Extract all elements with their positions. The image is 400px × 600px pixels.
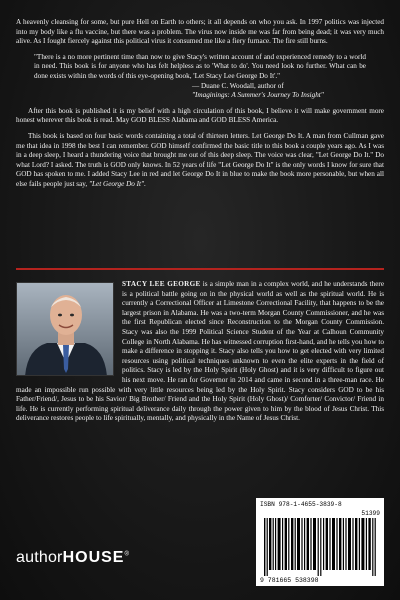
- title-origin-paragraph: [16, 132, 384, 190]
- author-bio-section: [16, 280, 384, 424]
- endorsement-quote: "There is a no more pertinent time than now to give Stacy's written account of and experienced remedy to a world in need. This book is for anyone who has felt helpless as to 'What to do'. You need look no further. What can be done exists within the words of this eye-opening book, 'Let Stacy Lee George Do It'.": [34, 52, 366, 80]
- isbn-label: ISBN 978-1-4655-3839-8: [260, 501, 342, 508]
- author-photo: [16, 282, 114, 376]
- attribution-book-title: "Imaginings: A Summer's Journey To Insight": [192, 91, 324, 100]
- endorsement-attribution: [16, 82, 384, 101]
- intro-paragraph: A heavenly cleansing for some, but pure Hell on Earth to others; it all depends on who you ask. In 1997 politics was injected into my body like a flu vaccine, but there was a problem. The virus now inside me was far from being dead; it was very much alive. As I fought fiercely against this political virus it consumed me like a fiery furnace. The fire still burns.: [16, 18, 384, 46]
- author-bio-text: is a simple man in a complex world, and he understands there is a political battle going on in the physical world as well as the spiritual world. He is currently a Correctional Officer at Limestone Correctional Facility, that happens to be the largest prison in Alabama. He was a two-term Morgan County Commissioner, and he was the first Republican elected since Reconstruction to the Morgan County Commission. Stacy was also the 1999 Political Science Student of the Year at Calhoun Community College in North Alabama. He has witnessed corruption first-hand, and he tells you how to make a difference in stopping it. Stacy also tells you how to get elected with very limited resources using political techniques unknown to even the elite experts in the field of politics. Stacy is led by the Holy Spirit (Holy Ghost) and it is very difficult to figure out his next move. He ran for Governor in 2014 and came in second in a three-man race. He made an impossible run possible with very little resources being led by the Holy Spirit. Stacy considers GOD to be his Father/Friend/, Jesus to be his Savior/ Big Brother/ Friend and the Holy Spirit (Holy Ghost)/ Comforter/ Convictor/ Friend in life. He is currently performing spiritual deliverance daily through the power given to him by the blood of Jesus Christ. This deliverance restores people to life spiritually, mentally, and physically in the Name of Jesus Christ.: [16, 280, 385, 423]
- belief-paragraph: After this book is published it is my belief with a high circulation of this book, I believe it will make government more honest wherever this book is read. May GOD BLESS Alabama and GOD BLESS America.: [16, 106, 384, 125]
- author-name: STACY LEE GEORGE: [122, 280, 201, 288]
- attribution-name: — Duane C. Woodall, author of: [192, 81, 284, 90]
- barcode-box: [256, 498, 384, 586]
- ean-digits: 9 781665 538398: [260, 577, 319, 584]
- publisher-logo-part1: author: [16, 549, 63, 566]
- price-code: 51399: [361, 510, 380, 517]
- title-origin-end: "Let George Do It".: [89, 179, 146, 188]
- publisher-logo: [16, 549, 129, 567]
- publisher-trademark: ®: [124, 551, 130, 558]
- author-portrait-icon: [17, 283, 114, 376]
- section-divider: [16, 268, 384, 270]
- barcode-icon: [264, 518, 376, 576]
- top-text-block: [16, 18, 384, 196]
- publisher-logo-part2: HOUSE: [62, 549, 125, 566]
- title-origin-text: This book is based on four basic words containing a total of thirteen letters. Let George Do It. A man from Cullman gave me that idea in 1998 the best I can remember. GOD himself confirmed the basic title to this book a couple years ago. As I was in a deep sleep, I heard a thundering voice that brought me out of this deep sleep. The voice was clear, "Let George Do It." Do what Lord? I asked. The truth is GOD only knows. In 52 years of life "Let George Do It" is the only words I know for sure that GOD has spoken to me. I added Stacy Lee in red and let George Do It in blue to make the book more personable, but when all else fails people just say,: [16, 131, 384, 188]
